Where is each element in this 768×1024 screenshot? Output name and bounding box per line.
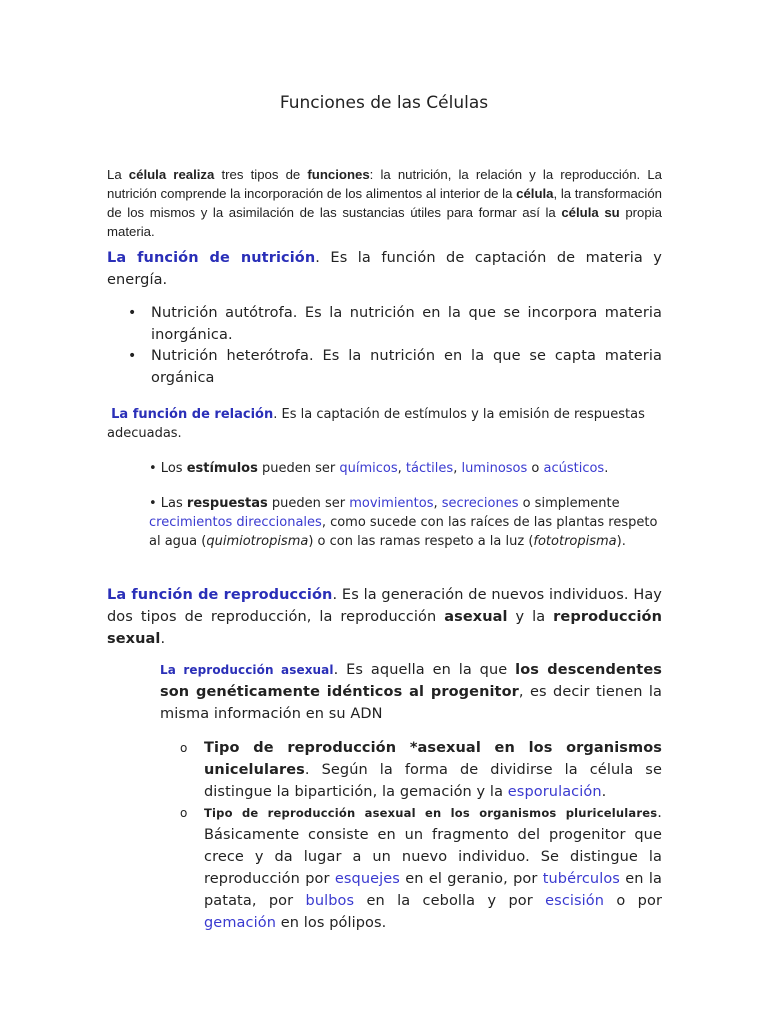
stimuli-text: • Los xyxy=(149,461,187,476)
responses-text: , como sucede con las raíces de las plantas respeto al agua ( xyxy=(149,515,658,549)
responses-text: , xyxy=(433,496,442,511)
list-item xyxy=(180,802,662,934)
responses-italic: fototropisma xyxy=(533,534,617,549)
stimuli-text: . xyxy=(604,461,609,476)
responses-text: pueden ser xyxy=(267,496,350,511)
responses-text: • Las xyxy=(149,496,187,511)
reproduction-text: . xyxy=(160,631,166,647)
link-secreciones[interactable]: secreciones xyxy=(441,496,519,511)
item-text: en la cebolla y por xyxy=(354,893,546,909)
item-text: . Básicamente consiste en un fragmento del progenitor que crece y da lugar a un nuevo individuo. Se distingue la reproducción por xyxy=(204,805,662,887)
link-escision[interactable]: escisión xyxy=(545,893,605,909)
stimuli-text: o xyxy=(527,461,544,476)
intro-bold: funciones xyxy=(307,167,370,182)
asexual-heading: La reproducción asexual xyxy=(160,663,334,677)
item-text: en los pólipos. xyxy=(276,915,387,931)
circle-bullet-icon: o xyxy=(180,806,188,820)
intro-bold: célula realiza xyxy=(128,167,215,182)
bullet-text: Nutrición autótrofa. Es la nutrición en la que se incorpora materia inorgánica. xyxy=(151,305,662,343)
bullet-icon: • xyxy=(128,348,137,364)
link-quimicos[interactable]: químicos xyxy=(339,461,398,476)
reproduction-heading: La función de reproducción xyxy=(107,587,333,603)
link-esquejes[interactable]: esquejes xyxy=(334,871,400,887)
responses-bold: respuestas xyxy=(186,496,268,511)
link-movimientos[interactable]: movimientos xyxy=(349,496,434,511)
reproduction-paragraph xyxy=(107,584,662,650)
item-text: en el geranio, por xyxy=(399,871,543,887)
item-text: . Según la forma de dividirse la célula se distingue la bipartición, la gemación y la xyxy=(204,762,662,800)
responses-text: ) o con las ramas respeto a la luz ( xyxy=(308,534,534,549)
asexual-paragraph xyxy=(160,659,662,725)
relation-heading: La función de relación xyxy=(111,407,274,422)
reproduction-text: . Es la generación de nuevos individuos. Hay dos tipos de reproducción, la reproducción xyxy=(107,587,662,625)
relation-text: . Es la captación de estímulos y la emisión de respuestas adecuadas. xyxy=(107,407,645,441)
asexual-text: , es decir tienen la misma información en su ADN xyxy=(160,684,662,722)
intro-bold: célula xyxy=(516,186,554,201)
reproduction-bold: reproducción sexual xyxy=(107,609,662,647)
link-crecimientos-direccionales[interactable]: crecimientos direccionales xyxy=(149,515,322,530)
list-item-text xyxy=(204,802,662,934)
responses-italic: quimiotropisma xyxy=(206,534,309,549)
stimuli-text: , xyxy=(397,461,406,476)
link-luminosos[interactable]: luminosos xyxy=(461,461,528,476)
item-text: o por xyxy=(604,893,663,909)
link-acusticos[interactable]: acústicos xyxy=(543,461,605,476)
intro-text: La xyxy=(107,167,129,182)
responses-text: ). xyxy=(616,534,626,549)
list-item xyxy=(128,345,662,389)
intro-text: tres tipos de xyxy=(214,167,308,182)
reproduction-text: y la xyxy=(507,609,554,625)
intro-text: : la nutrición, la relación y la reproducción. La nutrición comprende la incorporación de los alimentos al interior de la xyxy=(107,167,662,201)
circle-bullet-icon: o xyxy=(180,741,188,755)
list-item xyxy=(180,737,662,803)
stimuli-text: pueden ser xyxy=(257,461,340,476)
link-tuberculos[interactable]: tubérculos xyxy=(542,871,620,887)
stimuli-bold: estímulos xyxy=(186,461,258,476)
link-gemacion[interactable]: gemación xyxy=(204,915,276,931)
item-text: . xyxy=(601,784,607,800)
relation-paragraph xyxy=(107,405,662,443)
intro-text: propia materia. xyxy=(107,205,662,239)
intro-bold: célula su xyxy=(561,205,620,220)
nutrition-paragraph xyxy=(107,247,662,291)
responses-paragraph xyxy=(149,494,662,551)
bullet-icon: • xyxy=(128,305,137,321)
reproduction-bold: asexual xyxy=(444,609,508,625)
stimuli-paragraph xyxy=(149,459,662,478)
item-text: en la patata, por xyxy=(204,871,662,909)
bullet-text: Nutrición heterótrofa. Es la nutrición en la que se capta materia orgánica xyxy=(151,348,662,386)
list-item xyxy=(128,302,662,346)
item-bold: Tipo de reproducción *asexual en los organismos unicelulares xyxy=(204,740,662,778)
stimuli-text: , xyxy=(453,461,462,476)
link-tactiles[interactable]: táctiles xyxy=(405,461,454,476)
link-bulbos[interactable]: bulbos xyxy=(305,893,355,909)
asexual-bold: los descendentes son genéticamente idénticos al progenitor xyxy=(160,662,663,700)
page-title: Funciones de las Células xyxy=(279,93,489,113)
intro-text: , la transformación de los mismos y la asimilación de las sustancias útiles para formar así la xyxy=(107,186,662,220)
link-esporulacion[interactable]: esporulación xyxy=(507,784,602,800)
responses-text: o simplemente xyxy=(518,496,620,511)
nutrition-heading: La función de nutrición xyxy=(107,250,316,266)
asexual-text: . Es aquella en la que xyxy=(333,662,516,678)
item-bold: Tipo de reproducción asexual en los organismos pluricelulares xyxy=(204,806,658,820)
intro-paragraph xyxy=(107,165,662,241)
nutrition-text: . Es la función de captación de materia y energía. xyxy=(107,250,662,288)
list-item-text xyxy=(204,737,662,803)
